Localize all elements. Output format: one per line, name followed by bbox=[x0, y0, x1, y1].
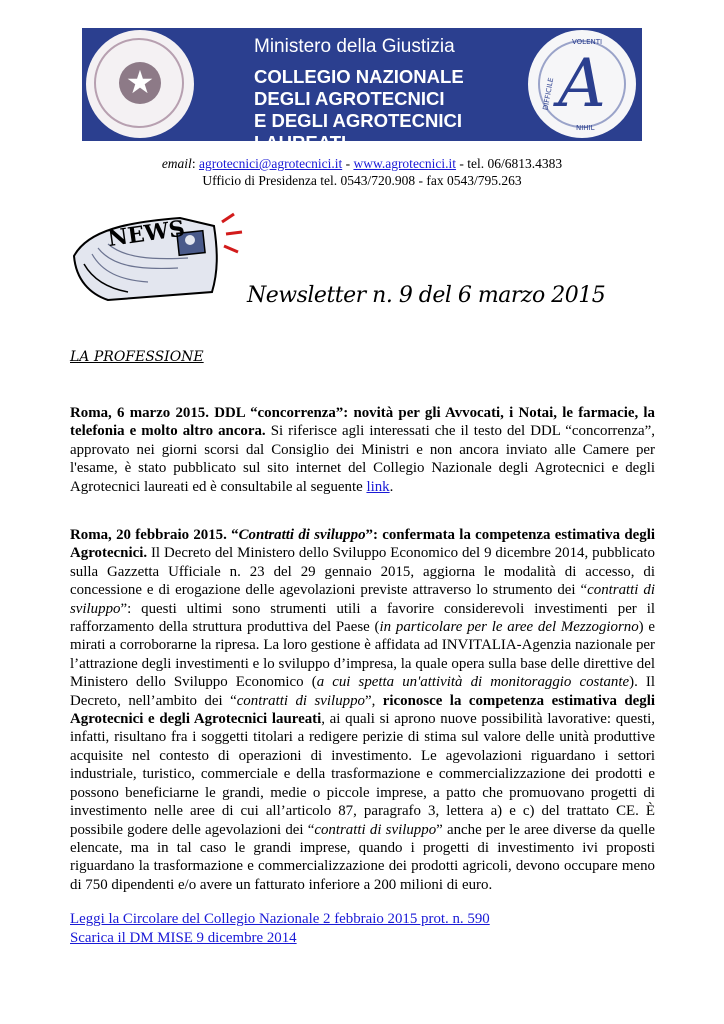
circolare-link[interactable]: Leggi la Circolare del Collegio Nazionale 2 febbraio 2015 prot. n. 590 bbox=[70, 911, 490, 927]
website-link[interactable]: www.agrotecnici.it bbox=[353, 156, 457, 171]
news-label: NEWS bbox=[106, 215, 187, 253]
contact-line: email: agrotecnici@agrotecnici.it - www.agrotecnici.it - tel. 06/6813.4383 bbox=[161, 156, 563, 171]
office-contact-line: Ufficio di Presidenza tel. 0543/720.908 - fax 0543/795.263 bbox=[202, 173, 522, 188]
ministry-name: Ministero della Giustizia bbox=[254, 36, 455, 57]
section-title: LA PROFESSIONE bbox=[70, 349, 204, 365]
collegio-seal-logo bbox=[86, 30, 194, 138]
article-concorrenza: Roma, 6 marzo 2015. DDL “concorrenza”: novità per gli Avvocati, i Notai, le farmacie, la telefonia e molto altro ancora. Si riferisce agli interessati che il testo del DDL “concorrenza”, approvato nei giorni scorsi dal Consiglio dei Ministri e non ancora inviato alle Camere per l'esame, è stato pubblicato sul sito internet del Collegio Nazionale degli Agrotecnici e degli Agrotecnici laureati ed è consultabile al seguente link. bbox=[70, 405, 655, 495]
newspaper-icon bbox=[68, 208, 248, 308]
header-banner bbox=[82, 28, 642, 153]
article-contratti-sviluppo: Roma, 20 febbraio 2015. “Contratti di sviluppo”: confermata la competenza estimativa degli Agrotecnici. Il Decreto del Ministero dello Sviluppo Economico del 9 dicembre 2014, pubblicato sulla Gazzetta Ufficiale n. 23 del 29 gennaio 2015, aggiorna le modalità di accesso, di concessione e di erogazione delle agevolazioni previste attraverso lo strumento dei “contratti di sviluppo”: questi ultimi sono strumenti utili a favorire considerevoli investimenti per il rafforzamento della struttura produttiva del Paese (in particolare per le aree del Mezzogiorno) e mirati a corroborarne la ripresa. La loro gestione è affidata ad INVITALIA-Agenzia nazionale per l’attrazione degli investimenti e lo sviluppo d’impresa, la quale opera sulla base delle direttive del Ministero dello Sviluppo Economico (a cui spetta un'attività di monitoraggio costante). Il Decreto, nell’ambito dei “contratti di sviluppo”, riconosce la competenza estimativa degli Agrotecnici e degli Agrotecnici laureati, ai quali si aprono nuove possibilità lavorative: questi, infatti, risultano fra i soggetti titolari a redigere perizie di stima sul valore delle unità produttive acquisite nel contesto di operazioni di investimento. Le agevolazioni riguardano i settori industriale, turistico, commerciale e della trasformazione e commercializzazione dei prodotti e possono beneficiarne le grandi, medie o piccole imprese, a patto che promuovano progetti di investimento nelle aree di cui all’articolo 87, paragrafo 3, lettera a) e c) del trattato CE. È possibile godere delle agevolazioni dei “contratti di sviluppo” anche per le aree diverse da quelle elencate, ma in tal caso le grandi imprese, quando i progetti di investimento ivi proposti riguardano la trasformazione e commercializzazione dei prodotti agricoli, devono occupare meno di 750 dipendenti e/o avere un fatturato inferiore a 200 milioni di euro. bbox=[70, 527, 656, 893]
newsletter-title: Newsletter n. 9 del 6 marzo 2015 bbox=[247, 283, 606, 308]
dm-mise-link[interactable]: Scarica il DM MISE 9 dicembre 2014 bbox=[70, 930, 297, 946]
ddl-link[interactable]: link bbox=[366, 478, 390, 495]
article-heading: Roma, 6 marzo 2015. DDL “concorrenza”: novità per gli Avvocati, i Notai, le farmacie, la telefonia e molto altro ancora. bbox=[70, 405, 655, 440]
collegio-name: COLLEGIO NAZIONALE DEGLI AGROTECNICI E DEGLI AGROTECNICI LAUREATI bbox=[254, 66, 464, 153]
agrotecnici-a-logo: A VOLENTI DIFFICILE NIHIL bbox=[528, 30, 636, 138]
email-link[interactable]: agrotecnici@agrotecnici.it bbox=[198, 156, 343, 171]
article-heading: Roma, 20 febbraio 2015. “Contratti di sviluppo”: confermata la competenza estimativa degli Agrotecnici. bbox=[70, 527, 655, 562]
italian-emblem-star-icon: ★ bbox=[125, 64, 155, 100]
